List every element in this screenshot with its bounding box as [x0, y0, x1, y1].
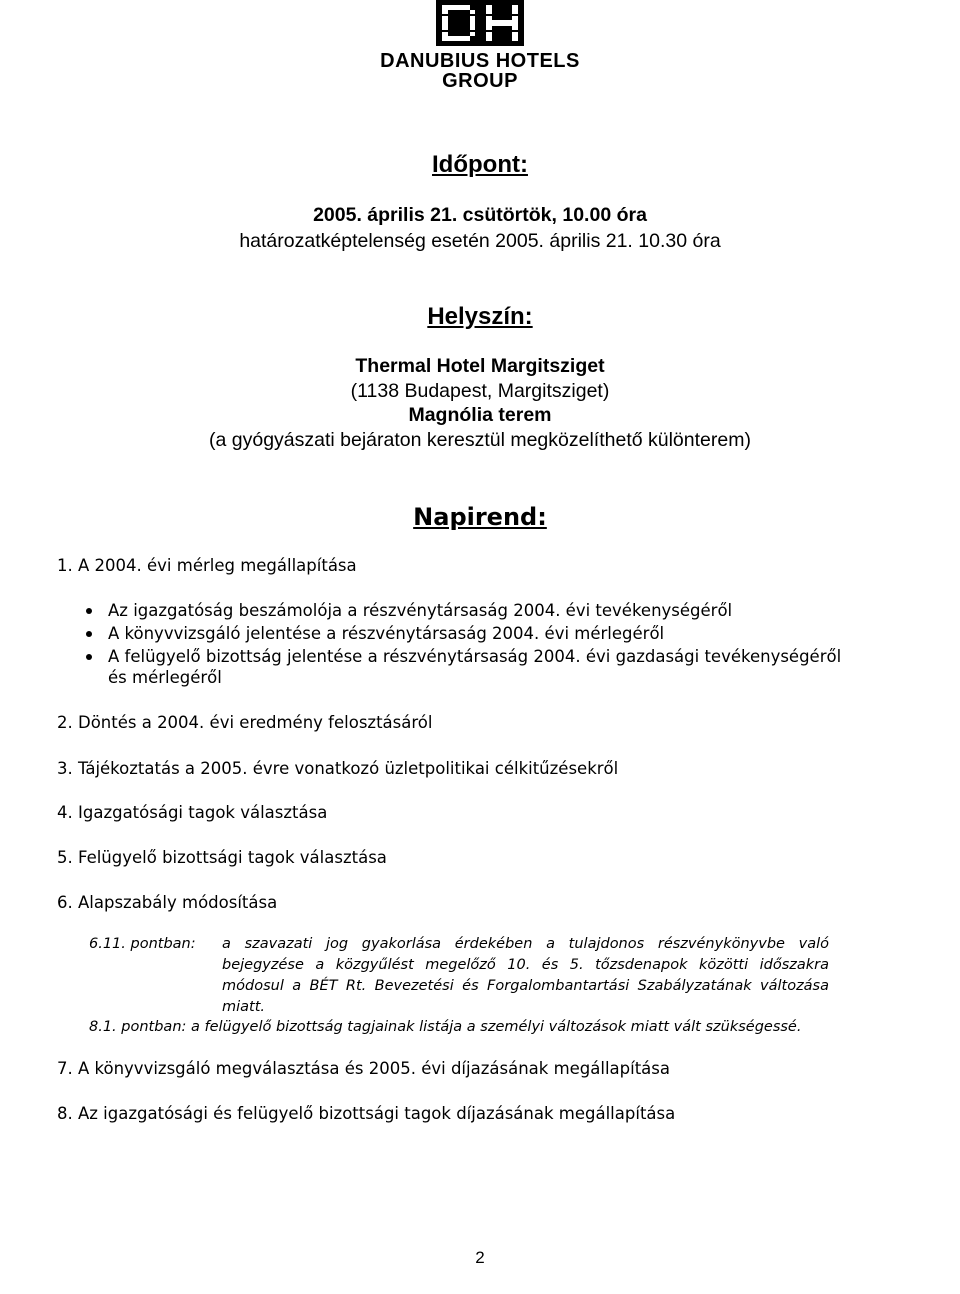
agenda-item-2: 2. Döntés a 2004. évi eredmény felosztásáról	[57, 713, 433, 732]
logo-name-line1: DANUBIUS HOTELS	[380, 50, 580, 72]
list-item: A felügyelő bizottság jelentése a részvénytársaság 2004. évi gazdasági tevékenységéről	[80, 645, 841, 668]
agenda-item-8: 8. Az igazgatósági és felügyelő bizottsági tagok díjazásának megállapítása	[57, 1104, 676, 1123]
time-heading: Időpont:	[432, 151, 528, 178]
page-number: 2	[475, 1248, 485, 1267]
time-line2: határozatképtelenség esetén 2005. április 21. 10.30 óra	[239, 230, 721, 252]
venue-hotel: Thermal Hotel Margitsziget	[355, 355, 605, 377]
agenda-item-1: 1. A 2004. évi mérleg megállapítása	[57, 556, 357, 575]
venue-note: (a gyógyászati bejáraton keresztül megközelíthető különterem)	[209, 429, 751, 451]
time-line1: 2005. április 21. csütörtök, 10.00 óra	[313, 204, 647, 226]
agenda-item-6: 6. Alapszabály módosítása	[57, 893, 278, 912]
list-item: Az igazgatóság beszámolója a részvénytársaság 2004. évi tevékenységéről	[80, 599, 841, 622]
venue-room: Magnólia terem	[408, 404, 552, 426]
agenda-item-1-bullets	[80, 599, 841, 668]
list-item: A könyvvizsgáló jelentése a részvénytársaság 2004. évi mérlegéről	[80, 622, 841, 645]
logo-name-line2: GROUP	[442, 70, 518, 92]
agenda-item-4: 4. Igazgatósági tagok választása	[57, 803, 328, 822]
note-6-11-label: 6.11. pontban:	[89, 936, 196, 952]
agenda-item-7: 7. A könyvvizsgáló megválasztása és 2005. évi díjazásának megállapítása	[57, 1059, 670, 1078]
agenda-item-5: 5. Felügyelő bizottsági tagok választása	[57, 848, 387, 867]
danubius-logo-mark-icon	[436, 0, 524, 46]
agenda-heading: Napirend:	[413, 503, 547, 531]
venue-address: (1138 Budapest, Margitsziget)	[350, 380, 610, 402]
venue-heading: Helyszín:	[427, 303, 533, 330]
agenda-bullet-continuation: és mérlegéről	[108, 668, 222, 687]
note-6-11-text: a szavazati jog gyakorlása érdekében a tulajdonos részvénykönyvbe való bejegyzése a közgyűlést megelőző 10. és 5. tőzsdenapok közötti időszakra módosul a BÉT Rt. Bevezetési és Forgalombantartási Szabályzatának változása miatt.	[222, 936, 829, 1015]
note-8-1: 8.1. pontban: a felügyelő bizottság tagjainak listája a személyi változások miatt vált szükségessé.	[89, 1019, 802, 1035]
agenda-item-3: 3. Tájékoztatás a 2005. évre vonatkozó üzletpolitikai célkitűzésekről	[57, 759, 619, 778]
